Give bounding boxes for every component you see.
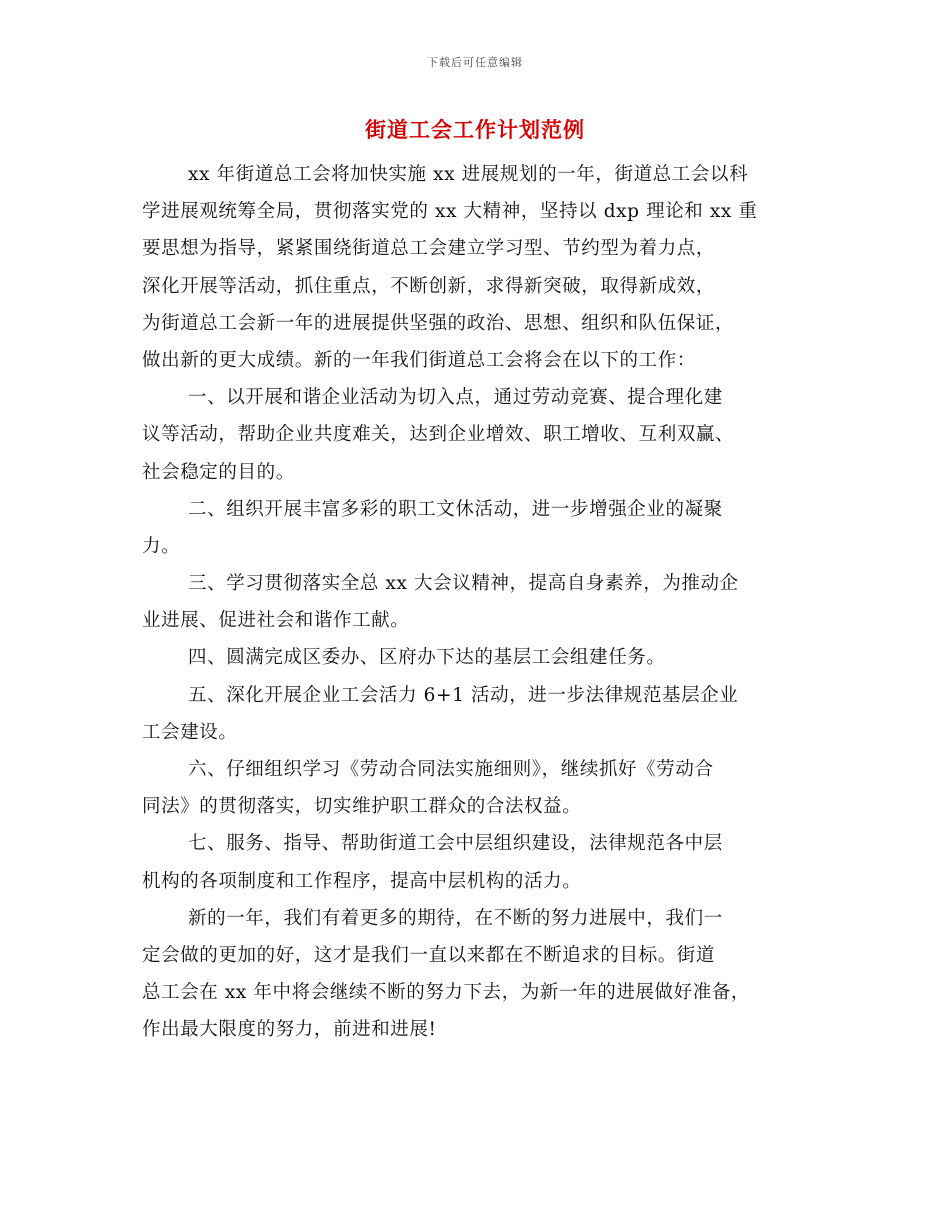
body-line: 三、学习贯彻落实全总 xx 大会议精神，提高自身素养，为推动企: [188, 573, 739, 595]
body-line: 深化开展等活动，抓住重点，不断创新，求得新突破，取得新成效，: [142, 275, 716, 297]
body-line: 新的一年，我们有着更多的期待，在不断的努力进展中，我们一: [188, 907, 723, 929]
body-line: 二、组织开展丰富多彩的职工文休活动，进一步增强企业的凝聚: [188, 498, 723, 520]
body-line: 五、深化开展企业工会活力 6+1 活动，进一步法律规范基层企业: [188, 684, 739, 706]
body-line: 机构的各项制度和工作程序，提高中层机构的活力。: [142, 870, 582, 892]
body-line: 学进展观统筹全局，贯彻落实党的 xx 大精神，坚持以 dxp 理论和 xx 重: [142, 201, 758, 223]
document-body: [142, 156, 812, 1049]
body-line: 工会建设。: [142, 721, 238, 743]
body-line: 总工会在 xx 年中将会继续不断的努力下去，为新一年的进展做好准备，: [142, 982, 751, 1004]
body-line: 同法》的贯彻落实，切实维护职工群众的合法权益。: [142, 796, 582, 818]
body-line: 四、圆满完成区委办、区府办下达的基层工会组建任务。: [188, 647, 666, 669]
body-line: 为街道总工会新一年的进展提供坚强的政治、思想、组织和队伍保证，: [142, 312, 735, 334]
body-line: 力。: [142, 535, 181, 557]
header-note: 下载后可任意编辑: [427, 56, 523, 69]
body-line: 议等活动，帮助企业共度难关，达到企业增效、职工增收、互利双赢、: [142, 424, 735, 446]
body-line: 要思想为指导，紧紧围绕街道总工会建立学习型、节约型为着力点，: [142, 238, 716, 260]
body-line: 社会稳定的目的。: [142, 461, 295, 483]
body-line: 一、以开展和谐企业活动为切入点，通过劳动竞赛、提合理化建: [188, 387, 723, 409]
body-line: 做出新的更大成绩。新的一年我们街道总工会将会在以下的工作：: [142, 349, 696, 371]
body-line: 定会做的更加的好，这才是我们一直以来都在不断追求的目标。街道: [142, 944, 716, 966]
body-line: 七、服务、指导、帮助街道工会中层组织建设，法律规范各中层: [188, 833, 723, 855]
body-line: 业进展、促进社会和谐作工献。: [142, 610, 410, 632]
body-line: 六、仔细组织学习《劳动合同法实施细则》，继续抓好《劳动合: [188, 759, 714, 780]
document-title: 街道工会工作计划范例: [365, 117, 585, 142]
body-line: xx 年街道总工会将加快实施 xx 进展规划的一年，街道总工会以科: [188, 164, 749, 185]
body-line: 作出最大限度的努力，前进和进展!: [142, 1019, 437, 1041]
